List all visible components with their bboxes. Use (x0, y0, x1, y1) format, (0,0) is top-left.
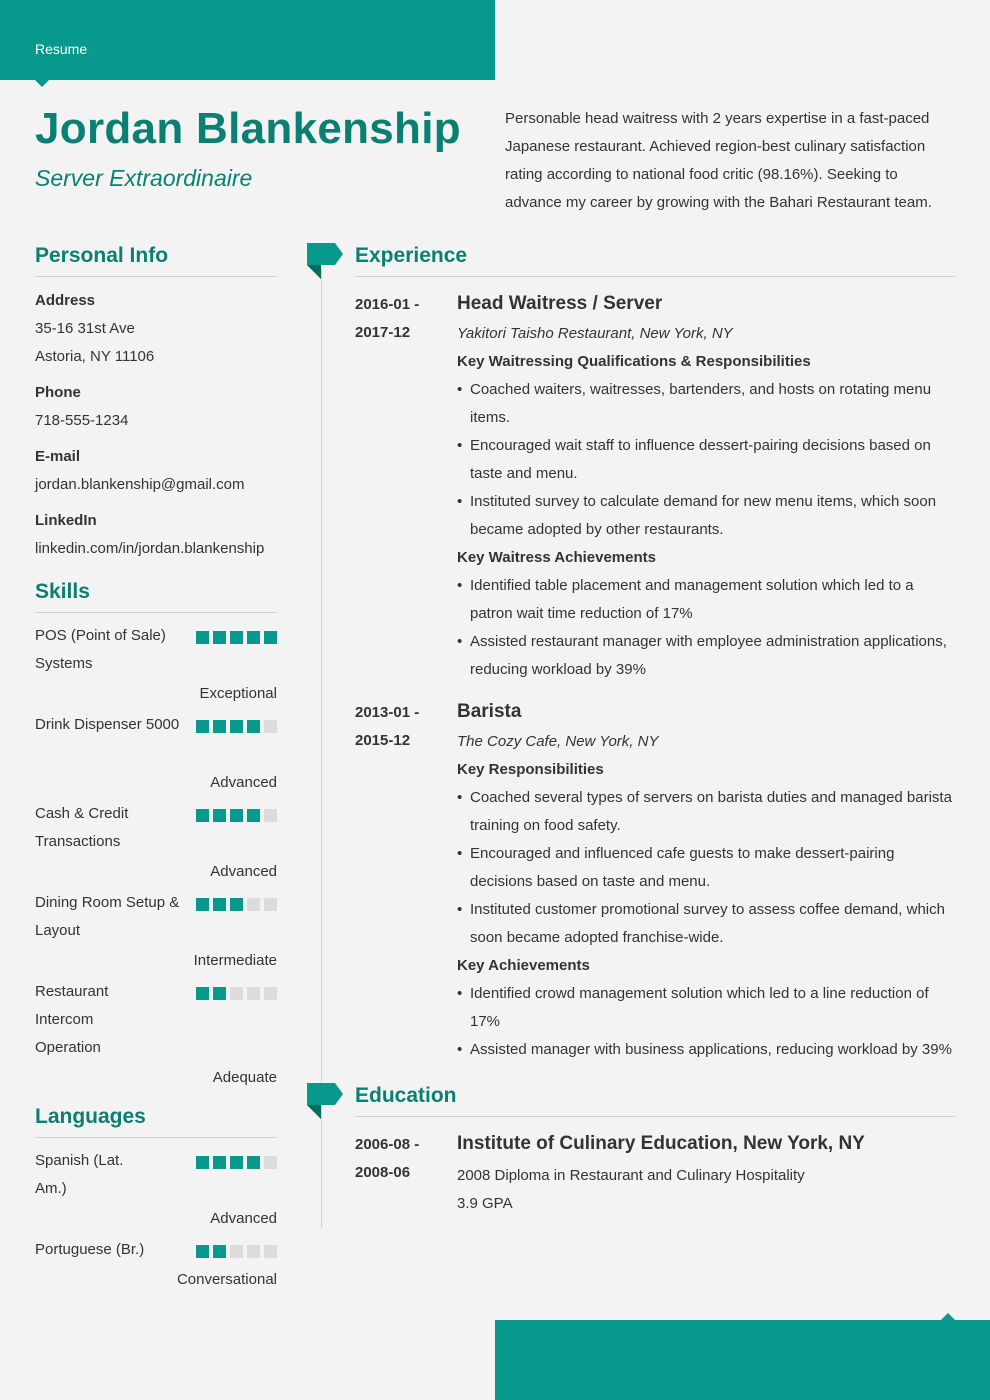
rating-square-filled (213, 898, 226, 911)
job-title: Barista (457, 701, 522, 722)
skill-rating (196, 631, 277, 644)
candidate-name: Jordan Blankenship (35, 104, 461, 153)
job-bullet-list (457, 980, 957, 1064)
rating-square-empty (264, 1156, 277, 1169)
linkedin-label: LinkedIn (35, 512, 97, 529)
skill-level: Adequate (212, 1069, 277, 1086)
skill-level: Advanced (210, 774, 277, 791)
language-item (35, 1147, 277, 1236)
rating-square-filled (213, 631, 226, 644)
job-section-heading: Key Achievements (457, 957, 590, 974)
skill-name: Cash & Credit Transactions (35, 805, 129, 850)
job-entry (457, 290, 957, 684)
rating-square-empty (247, 987, 260, 1000)
personal-info-heading: Personal Info (35, 244, 169, 267)
skill-item (35, 889, 277, 978)
rating-square-empty (247, 1245, 260, 1258)
rating-square-filled (230, 898, 243, 911)
rating-square-filled (213, 809, 226, 822)
job-bullet: • Encouraged wait staff to influence dessert-pairing decisions based on taste and menu. (457, 432, 957, 488)
job-date-end: 2017-12 (355, 324, 411, 341)
rating-square-filled (247, 720, 260, 733)
skill-name: Restaurant Intercom Operation (35, 983, 109, 1056)
skill-rating (196, 720, 277, 733)
rating-square-filled (196, 987, 209, 1000)
address-line1: 35-16 31st Ave (35, 320, 135, 337)
skill-level: Exceptional (199, 685, 277, 702)
language-item (35, 1236, 277, 1296)
phone-group (35, 379, 277, 435)
rating-square-empty (264, 1245, 277, 1258)
education-school: Institute of Culinary Education, New York, NY (457, 1133, 865, 1154)
job-company: Yakitori Taisho Restaurant, New York, NY (457, 325, 733, 342)
education-gpa: 3.9 GPA (457, 1195, 513, 1212)
job-bullet-list (457, 376, 957, 544)
job-section-heading: Key Waitress Achievements (457, 549, 656, 566)
rating-square-filled (247, 1156, 260, 1169)
rating-square-filled (213, 987, 226, 1000)
rating-square-filled (196, 720, 209, 733)
summary-text: Personable head waitress with 2 years expertise in a fast-paced Japanese restaurant. Achieved region-best culinary satisfaction rating according to national food critic (98.16%). Seeking to advance my career by growing with the Bahari Restaurant team. (505, 110, 932, 211)
skill-level: Intermediate (193, 952, 277, 969)
rating-square-empty (264, 809, 277, 822)
rating-square-filled (196, 1245, 209, 1258)
languages-list (35, 1147, 277, 1296)
personal-info-list (35, 287, 277, 571)
job-company: The Cozy Cafe, New York, NY (457, 733, 659, 750)
education-date-end: 2008-06 (355, 1164, 411, 1181)
education-flag-icon (307, 1083, 343, 1119)
rating-square-empty (264, 720, 277, 733)
skill-item (35, 711, 277, 800)
rating-square-filled (230, 1156, 243, 1169)
rating-square-empty (264, 898, 277, 911)
address-group (35, 287, 277, 371)
language-name: Portuguese (Br.) (35, 1241, 145, 1258)
address-label: Address (35, 292, 96, 309)
rating-square-filled (196, 631, 209, 644)
skill-item (35, 978, 277, 1095)
job-bullet: • Identified crowd management solution which led to a line reduction of 17% (457, 980, 957, 1036)
job-date (355, 699, 445, 755)
job-bullet: • Instituted survey to calculate demand for new menu items, which soon became adopted by other restaurants. (457, 488, 957, 544)
skill-rating (196, 809, 277, 822)
rating-square-empty (264, 987, 277, 1000)
job-bullet: • Coached several types of servers on barista duties and managed barista training on food safety. (457, 784, 957, 840)
personal-info-divider (35, 276, 277, 277)
email-value: jordan.blankenship@gmail.com (35, 476, 245, 493)
job-bullet: • Instituted customer promotional survey to assess coffee demand, which soon became adopted franchise-wide. (457, 896, 957, 952)
rating-square-filled (196, 898, 209, 911)
education-entry (457, 1130, 957, 1218)
education-divider (355, 1116, 955, 1117)
language-rating (196, 1245, 277, 1258)
phone-label: Phone (35, 384, 81, 401)
rating-square-empty (247, 898, 260, 911)
education-date (355, 1131, 445, 1187)
rating-square-filled (247, 631, 260, 644)
education-degree: 2008 Diploma in Restaurant and Culinary Hospitality (457, 1167, 805, 1184)
skills-divider (35, 612, 277, 613)
skill-name: Dining Room Setup & Layout (35, 894, 180, 939)
education-date-start: 2006-08 - (355, 1136, 420, 1153)
job-bullet: • Coached waiters, waitresses, bartenders, and hosts on rotating menu items. (457, 376, 957, 432)
job-date-start: 2016-01 - (355, 296, 420, 313)
language-name: Spanish (Lat. Am.) (35, 1152, 124, 1197)
rating-square-filled (196, 809, 209, 822)
rating-square-filled (264, 631, 277, 644)
job-bullet: • Encouraged and influenced cafe guests to make dessert-pairing decisions based on taste and menu. (457, 840, 957, 896)
rating-square-empty (230, 987, 243, 1000)
language-level: Advanced (210, 1210, 277, 1227)
header-band (0, 0, 495, 80)
rating-square-filled (213, 720, 226, 733)
skill-name: Drink Dispenser 5000 (35, 716, 180, 733)
job-entry (457, 698, 957, 1064)
job-title: Head Waitress / Server (457, 293, 663, 314)
rating-square-filled (247, 809, 260, 822)
footer-band (495, 1320, 990, 1400)
languages-heading: Languages (35, 1105, 146, 1128)
linkedin-group (35, 507, 277, 563)
skills-list (35, 622, 277, 1095)
footer-band-notch (941, 1313, 955, 1320)
language-rating (196, 1156, 277, 1169)
email-label: E-mail (35, 448, 81, 465)
job-bullet: • Assisted restaurant manager with employee administration applications, reducing workload by 39% (457, 628, 957, 684)
linkedin-value: linkedin.com/in/jordan.blankenship (35, 540, 265, 557)
job-bullet-list (457, 784, 957, 952)
job-section-heading: Key Waitressing Qualifications & Responsibilities (457, 353, 811, 370)
skill-level: Advanced (210, 863, 277, 880)
job-bullet-list (457, 572, 957, 684)
experience-heading: Experience (355, 244, 468, 267)
job-date (355, 291, 445, 347)
job-date-start: 2013-01 - (355, 704, 420, 721)
job-section-heading: Key Responsibilities (457, 761, 604, 778)
resume-label: Resume (35, 41, 88, 57)
experience-flag-icon (307, 243, 343, 279)
experience-divider (355, 276, 955, 277)
skill-rating (196, 898, 277, 911)
rating-square-filled (230, 809, 243, 822)
rating-square-filled (213, 1245, 226, 1258)
skills-heading: Skills (35, 580, 90, 603)
email-group (35, 443, 277, 499)
candidate-title: Server Extraordinaire (35, 165, 253, 191)
rating-square-filled (213, 1156, 226, 1169)
rating-square-filled (230, 720, 243, 733)
job-bullet: • Assisted manager with business applications, reducing workload by 39% (457, 1036, 957, 1064)
languages-divider (35, 1137, 277, 1138)
rating-square-empty (230, 1245, 243, 1258)
skill-name: POS (Point of Sale) Systems (35, 627, 166, 672)
skill-item (35, 800, 277, 889)
skill-rating (196, 987, 277, 1000)
language-level: Conversational (176, 1271, 277, 1288)
address-line2: Astoria, NY 11106 (35, 348, 155, 365)
skill-item (35, 622, 277, 711)
job-date-end: 2015-12 (355, 732, 411, 749)
rating-square-filled (196, 1156, 209, 1169)
rating-square-filled (230, 631, 243, 644)
header-band-notch (35, 80, 49, 87)
job-bullet: • Identified table placement and management solution which led to a patron wait time reduction of 17% (457, 572, 957, 628)
education-heading: Education (355, 1084, 457, 1107)
phone-value: 718-555-1234 (35, 412, 129, 429)
